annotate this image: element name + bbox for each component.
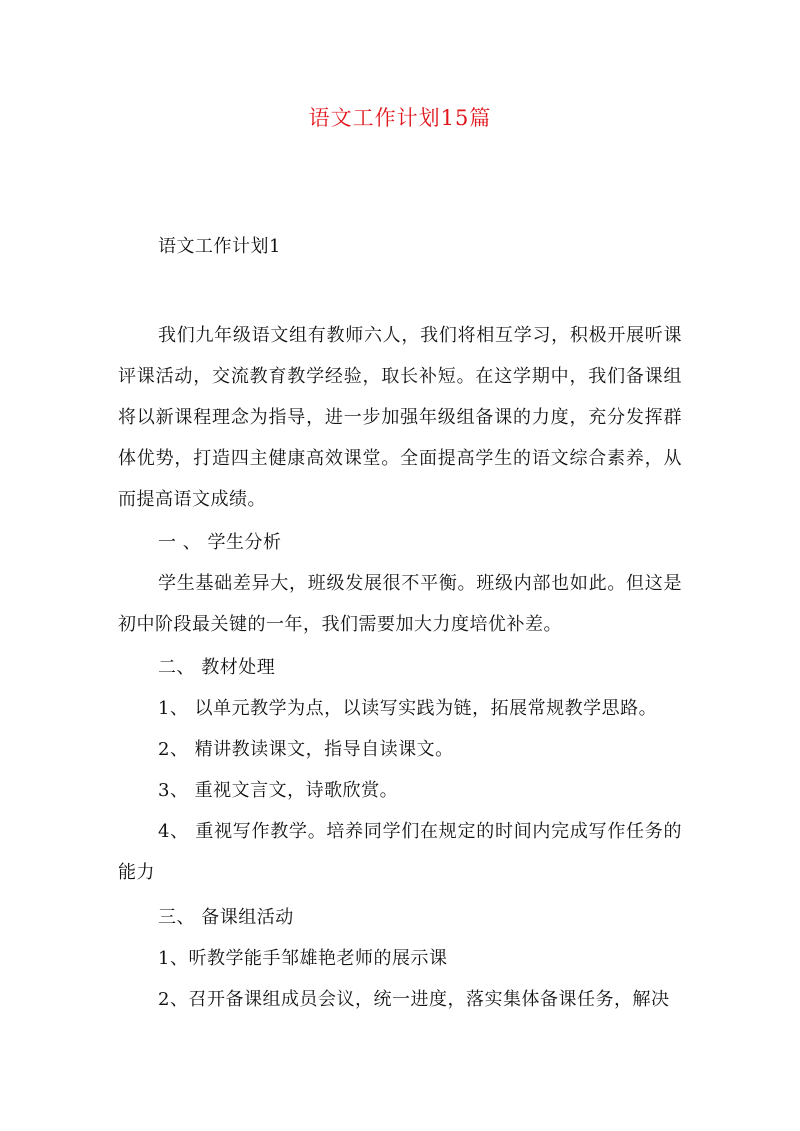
part2-heading: 二、 教材处理 — [158, 657, 276, 678]
part3-item: 1、听教学能手邹雄艳老师的展示课 — [158, 948, 448, 969]
part2-item: 3、 重视文言文，诗歌欣赏。 — [158, 780, 399, 801]
part2-item: 2、 精讲教读课文，指导自读课文。 — [158, 739, 454, 760]
document-title: 语文工作计划15篇 — [308, 106, 492, 130]
part3-heading: 三、 备课组活动 — [158, 907, 294, 928]
part2-item: 1、 以单元教学为点，以读写实践为链，拓展常规教学思路。 — [158, 698, 658, 719]
document-body — [118, 226, 682, 1020]
intro-paragraph: 我们九年级语文组有教师六人，我们将相互学习，积极开展听课评课活动，交流教育教学经验，取长补短。在这学期中，我们备课组将以新课程理念为指导，进一步加强年级组备课的力度，充分发挥群体优势，打造四主健康高效课堂。全面提高学生的语文综合素养，从而提高语文成绩。 — [118, 325, 682, 510]
part2-item: 4、 重视写作教学。培养同学们在规定的时间内完成写作任务的能力 — [118, 821, 682, 883]
part1-heading: 一 、 学生分析 — [158, 532, 282, 553]
section-title: 语文工作计划1 — [158, 236, 281, 257]
spacer — [118, 267, 682, 315]
part1-text: 学生基础差异大，班级发展很不平衡。班级内部也如此。但这是初中阶段最关键的一年，我们需要加大力度培优补差。 — [118, 573, 682, 635]
part3-item: 2、召开备课组成员会议，统一进度，落实集体备课任务，解决 — [158, 989, 670, 1010]
